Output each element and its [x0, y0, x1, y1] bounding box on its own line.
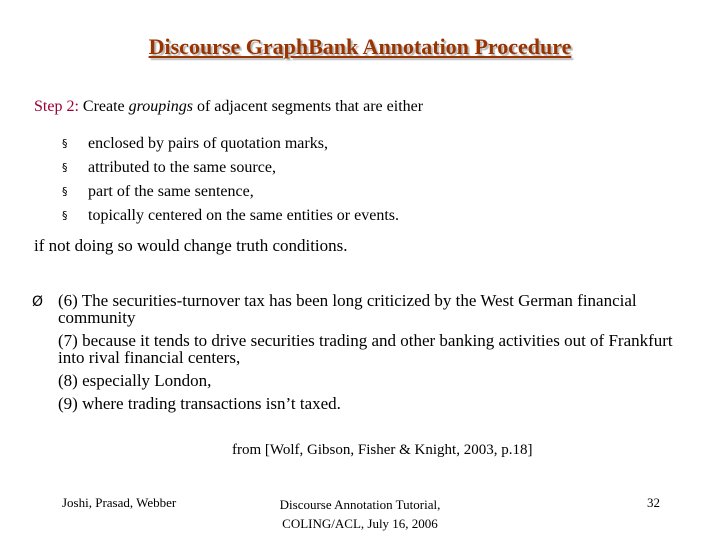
step-text-before: Create	[78, 98, 129, 115]
square-bullet-icon: §	[62, 137, 68, 150]
page-number: 32	[647, 495, 660, 510]
step-label: Step 2:	[34, 98, 79, 115]
footer-event-line1: Discourse Annotation Tutorial,	[279, 497, 441, 512]
example-segment: (8) especially London,	[58, 371, 212, 390]
criteria-item	[62, 204, 399, 228]
example-segment: (7) because it tends to drive securities trading and other banking activities out of Frankfurt into rival financial centers,	[58, 331, 673, 367]
square-bullet-icon: §	[62, 161, 68, 174]
arrow-bullet-icon: Ø	[32, 294, 44, 310]
criteria-item	[62, 156, 399, 180]
criteria-item	[62, 132, 399, 156]
example-segment: (9) where trading transactions isn’t taxed.	[58, 394, 341, 413]
step-line	[34, 98, 423, 116]
square-bullet-icon: §	[62, 209, 68, 222]
criteria-text: attributed to the same source,	[88, 159, 276, 176]
criteria-text: topically centered on the same entities or events.	[88, 207, 399, 224]
footer-event-line2: COLING/ACL, July 16, 2006	[282, 516, 438, 531]
criteria-text: enclosed by pairs of quotation marks,	[88, 135, 328, 152]
footer-authors: Joshi, Prasad, Webber	[62, 495, 177, 510]
slide-title: Discourse GraphBank Annotation Procedure	[148, 34, 572, 59]
example-segment: (6) The securities-turnover tax has been long criticized by the West German financial community	[58, 291, 637, 327]
condition-text: if not doing so would change truth conditions.	[34, 236, 348, 255]
step-text-after: of adjacent segments that are either	[192, 98, 424, 115]
example-block	[32, 292, 692, 418]
footer-event	[240, 495, 480, 533]
criteria-list	[62, 132, 399, 228]
square-bullet-icon: §	[62, 185, 68, 198]
step-emphasis: groupings	[128, 98, 193, 115]
criteria-text: part of the same sentence,	[88, 183, 254, 200]
criteria-item	[62, 180, 399, 204]
citation: from [Wolf, Gibson, Fisher & Knight, 2003, p.18]	[232, 442, 533, 458]
